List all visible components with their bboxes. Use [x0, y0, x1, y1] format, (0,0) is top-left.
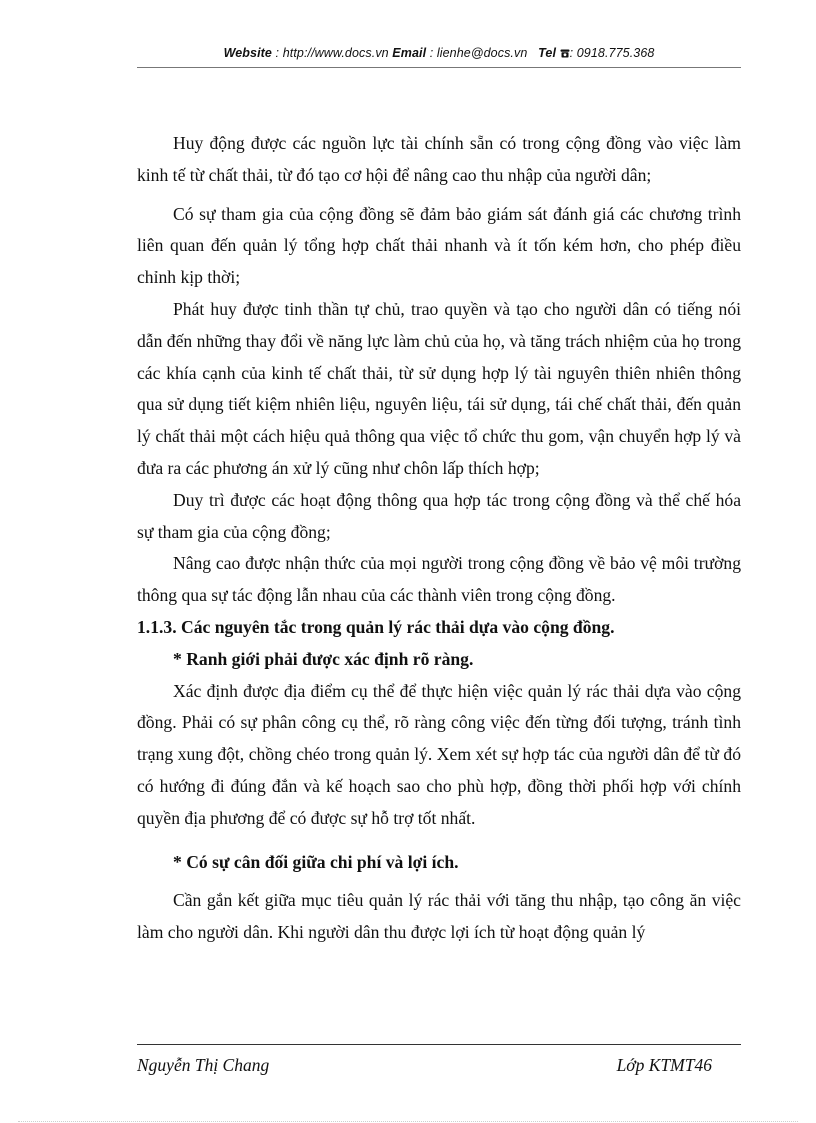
- subheading: * Có sự cân đối giữa chi phí và lợi ích.: [173, 851, 459, 872]
- email-separator: :: [426, 46, 437, 60]
- footer-class: Lớp KTMT46: [616, 1055, 712, 1075]
- page-bottom-border: [18, 1121, 798, 1122]
- footer-divider: [137, 1044, 741, 1045]
- body-text: [137, 128, 741, 949]
- website-url[interactable]: http://www.docs.vn: [282, 46, 389, 60]
- paragraph: Nâng cao được nhận thức của mọi người trong cộng đồng về bảo vệ môi trường thông qua sự tác động lẫn nhau của các thành viên trong cộng đồng.: [137, 553, 741, 606]
- subheading: * Ranh giới phải được xác định rõ ràng.: [173, 648, 474, 669]
- telephone-icon: [560, 49, 570, 58]
- paragraph: Duy trì được các hoạt động thông qua hợp tác trong cộng đồng và thể chế hóa sự tham gia của cộng đồng;: [137, 489, 741, 542]
- page-header: [137, 46, 741, 60]
- paragraph: Phát huy được tinh thần tự chủ, trao quyền và tạo cho người dân có tiếng nói dẫn đến những thay đổi về năng lực làm chủ của họ, và tăng trách nhiệm của họ trong các khía cạnh của kinh tế chất thải, từ sử dụng hợp lý tài nguyên thiên nhiên thông qua sử dụng tiết kiệm nhiên liệu, nguyên liệu, tái sử dụng, tái chế chất thải, đến quản lý chất thải một cách hiệu quả thông qua việc tổ chức thu gom, vận chuyển hợp lý và đưa ra các phương án xử lý cũng như chôn lấp thích hợp;: [137, 298, 741, 478]
- email-address[interactable]: lienhe@docs.vn: [436, 46, 528, 60]
- email-label: Email: [392, 46, 427, 60]
- footer-author: Nguyễn Thị Chang: [137, 1055, 270, 1075]
- paragraph: Có sự tham gia của cộng đồng sẽ đảm bảo giám sát đánh giá các chương trình liên quan đến quản lý tổng hợp chất thải nhanh và ít tốn kém hơn, cho phép điều chỉnh kịp thời;: [137, 203, 741, 288]
- section-heading: 1.1.3. Các nguyên tắc trong quản lý rác thải dựa vào cộng đồng.: [137, 616, 615, 637]
- paragraph: Huy động được các nguồn lực tài chính sẵn có trong cộng đồng vào việc làm kinh tế từ chất thải, từ đó tạo cơ hội để nâng cao thu nhập của người dân;: [137, 133, 741, 185]
- header-divider: [137, 67, 741, 68]
- tel-number: : 0918.775.368: [569, 46, 655, 60]
- website-label: Website: [223, 46, 272, 60]
- paragraph: Xác định được địa điểm cụ thể để thực hiện việc quản lý rác thải dựa vào cộng đồng. Phải có sự phân công cụ thể, rõ ràng công việc đến từng đối tượng, tránh tình trạng xung đột, chồng chéo trong quản lý. Xem xét sự hợp tác của người dân để từ đó có hướng đi đúng đắn và kế hoạch sao cho phù hợp, đồng thời phối hợp với chính quyền địa phương để có được sự hỗ trợ tốt nhất.: [137, 680, 741, 828]
- website-separator: :: [271, 46, 283, 60]
- tel-label: Tel: [538, 46, 557, 60]
- paragraph: Cần gắn kết giữa mục tiêu quản lý rác thải với tăng thu nhập, tạo công ăn việc làm cho người dân. Khi người dân thu được lợi ích từ hoạt động quản lý: [137, 890, 741, 943]
